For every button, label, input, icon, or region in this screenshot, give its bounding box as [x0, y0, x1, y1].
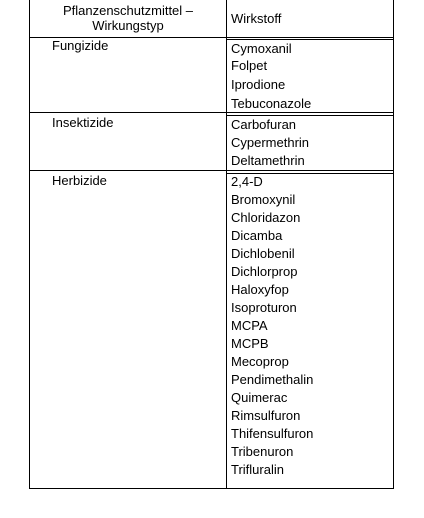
agent-item: 2,4-D — [231, 174, 263, 189]
agent-item: Folpet — [231, 58, 268, 73]
group-label-insektizide: Insektizide — [52, 115, 114, 130]
row-divider — [226, 39, 393, 40]
agent-item: Mecoprop — [231, 354, 289, 369]
agent-item: Deltamethrin — [231, 153, 305, 168]
agent-item: Dichlorprop — [231, 264, 298, 279]
agent-item: Tebuconazole — [231, 96, 312, 111]
agent-item: Dicamba — [231, 228, 283, 243]
header-type-column — [30, 3, 226, 33]
agent-item: Carbofuran — [231, 117, 297, 132]
group-divider — [30, 112, 393, 113]
header-agent-column: Wirkstoff — [231, 11, 282, 26]
agent-item: Pendimethalin — [231, 372, 314, 387]
agent-item: Cymoxanil — [231, 41, 292, 56]
header-type-line2: Wirkungstyp — [92, 18, 164, 33]
agent-item: Iprodione — [231, 77, 286, 92]
group-label-fungizide: Fungizide — [52, 38, 109, 53]
agent-item: Thifensulfuron — [231, 426, 314, 441]
agent-item: Tribenuron — [231, 444, 294, 459]
agent-item: Trifluralin — [231, 462, 284, 477]
group-divider — [30, 170, 393, 171]
agent-item: Cypermethrin — [231, 135, 310, 150]
agent-item: Haloxyfop — [231, 282, 289, 297]
agent-item: Dichlobenil — [231, 246, 295, 261]
group-label-herbizide: Herbizide — [52, 173, 107, 188]
header-type-line1: Pflanzenschutzmittel – — [62, 3, 194, 18]
agent-item: Rimsulfuron — [231, 408, 301, 423]
agent-item: Isoproturon — [231, 300, 297, 315]
agent-item: MCPB — [231, 336, 269, 351]
agent-item: Chloridazon — [231, 210, 301, 225]
agent-item: Bromoxynil — [231, 192, 296, 207]
agent-item: Quimerac — [231, 390, 288, 405]
pesticide-table — [29, 0, 394, 489]
row-divider — [226, 115, 393, 116]
column-divider — [226, 0, 227, 488]
agent-item: MCPA — [231, 318, 268, 333]
